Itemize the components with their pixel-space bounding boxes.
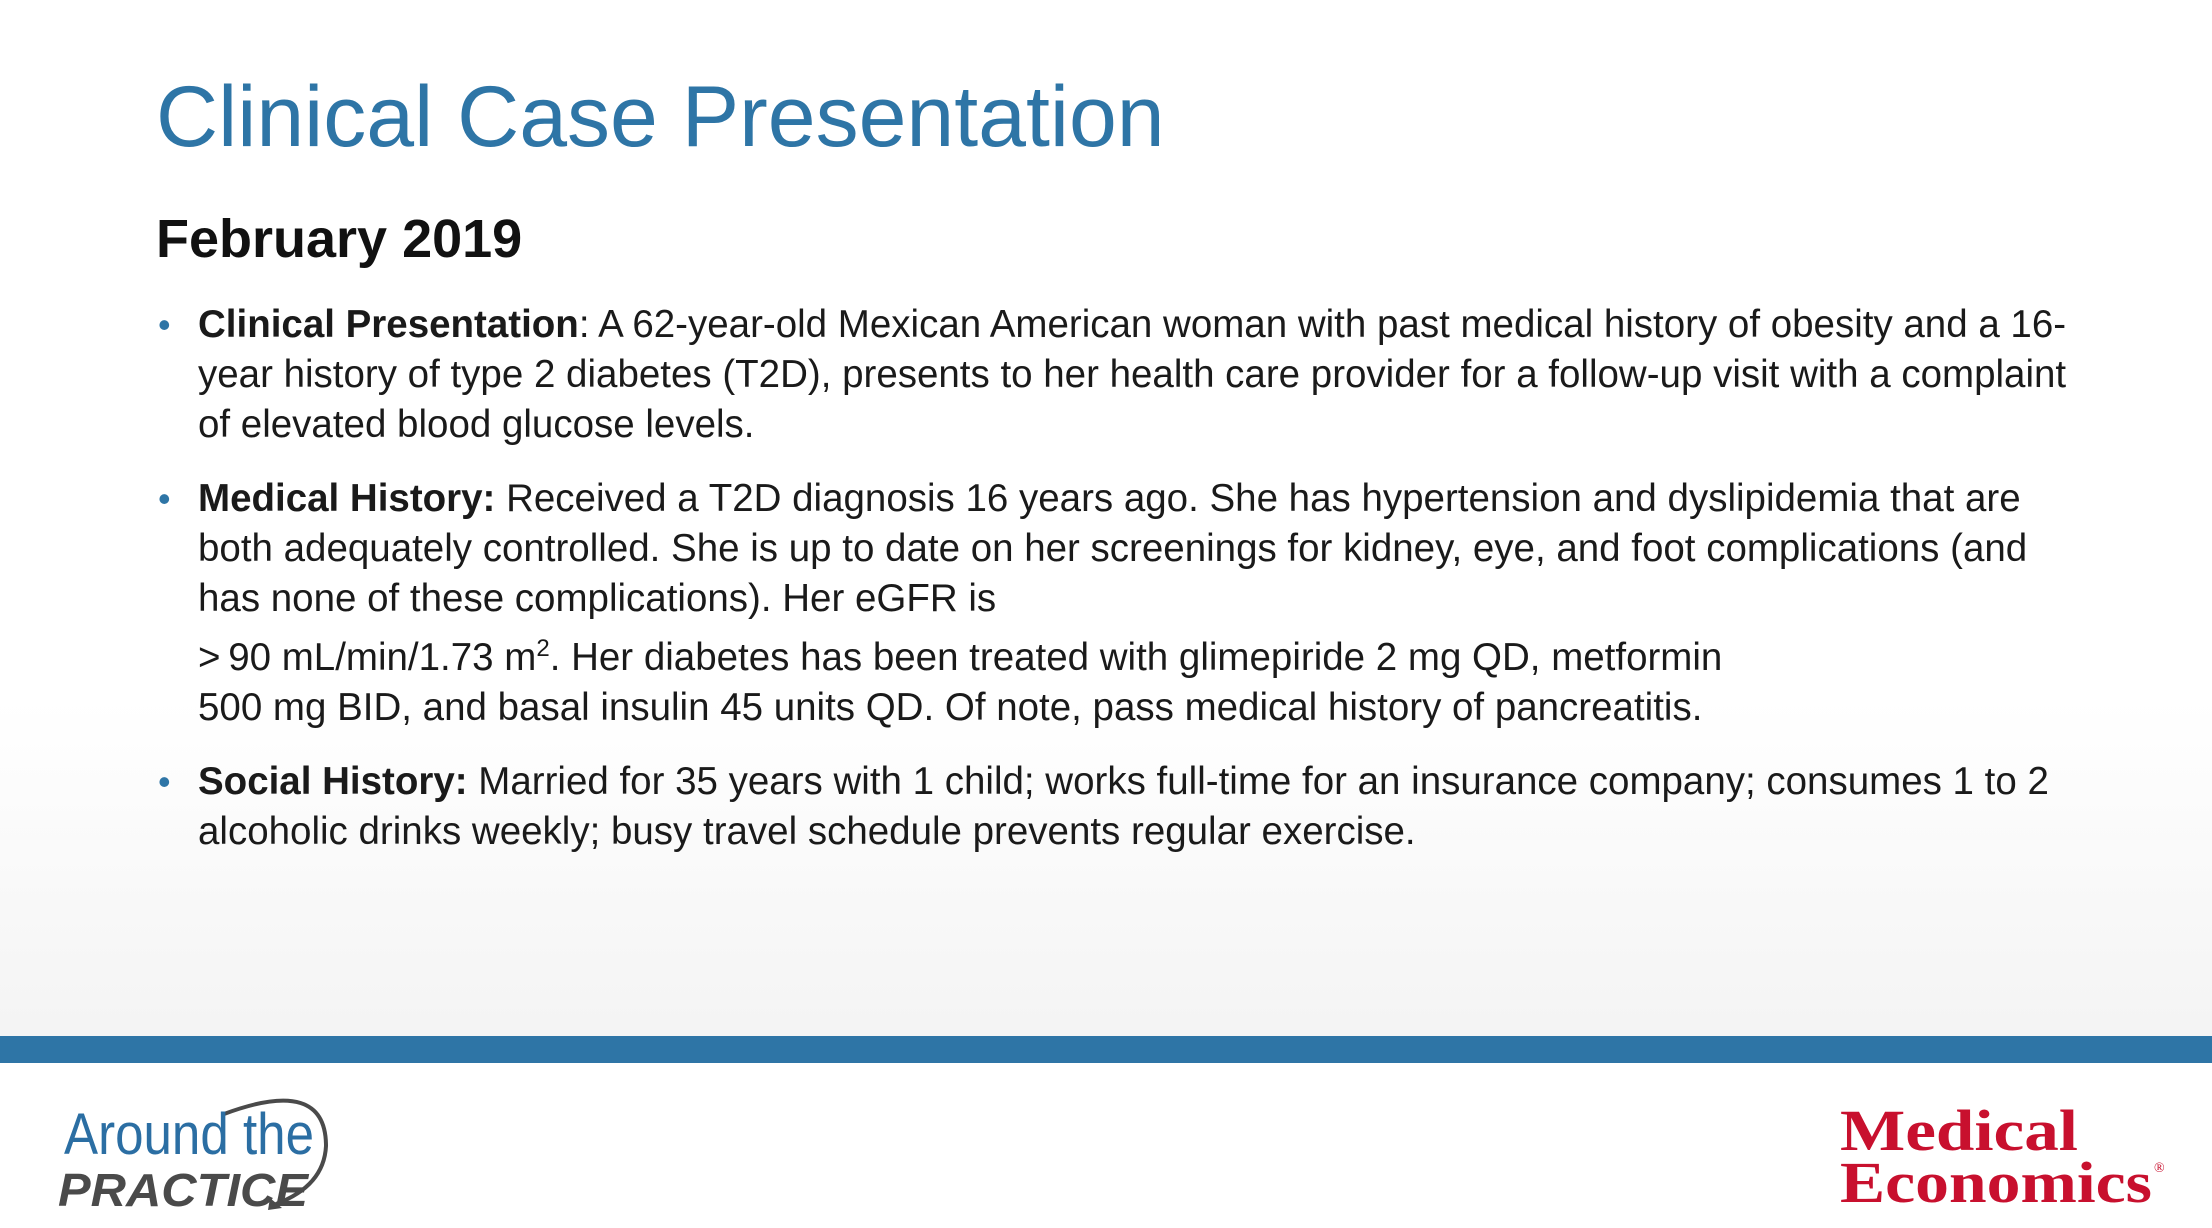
bullet-text-treatment: . Her diabetes has been treated with glimepiride 2 mg QD, metformin (549, 635, 1723, 679)
logo-medical: Medical (1840, 1100, 2078, 1163)
logo-line1: Around the (64, 1102, 314, 1167)
footer-divider-bar (0, 1036, 2212, 1063)
bullet-label: Clinical Presentation (198, 303, 579, 346)
logo-line2: PRACTICE (58, 1164, 310, 1216)
bullet-text-dosing: 500 mg BID, and basal insulin 45 units QD. Of note, pass medical history of pancreatitis. (198, 685, 1703, 729)
registered-mark-icon: ® (2154, 1161, 2165, 1176)
bullet-text: : A 62-year-old Mexican American woman with past medical history of obesity and a 16-year history of type 2 diabetes (T2D), presents to her health care provider for a follow-up visit with a complaint of elevated blood glucose levels. (198, 303, 2067, 446)
logo-economics: Economics (1840, 1150, 2152, 1210)
bullet-label: Medical History: (198, 477, 496, 520)
bullet-medical-history (156, 474, 2076, 733)
bullet-text: Married for 35 years with 1 child; works full-time for an insurance company; consumes 1 to 2 alcoholic drinks weekly; busy travel schedule prevents regular exercise. (198, 759, 2049, 853)
medical-economics-logo (1836, 1100, 2166, 1210)
slide-subtitle: February 2019 (156, 209, 523, 269)
slide-title: Clinical Case Presentation (156, 69, 1165, 165)
bullet-label: Social History: (198, 759, 468, 803)
bullet-social-history (156, 757, 2076, 857)
bullet-icon: • (158, 304, 171, 345)
bullet-icon: • (158, 478, 171, 519)
bullet-text-egfr: > 90 mL/min/1.73 m (198, 635, 537, 679)
bullet-icon: • (158, 760, 171, 802)
bullet-clinical-presentation (156, 300, 2076, 450)
bullet-list (156, 300, 2076, 881)
around-the-practice-logo (56, 1086, 346, 1216)
bullet-text: Received a T2D diagnosis 16 years ago. She has hypertension and dyslipidemia that are both adequately controlled. She is up to date on her screenings for kidney, eye, and foot complications (and has none of these complications). Her eGFR is (198, 477, 2028, 620)
bullet-superscript: 2 (536, 635, 550, 662)
